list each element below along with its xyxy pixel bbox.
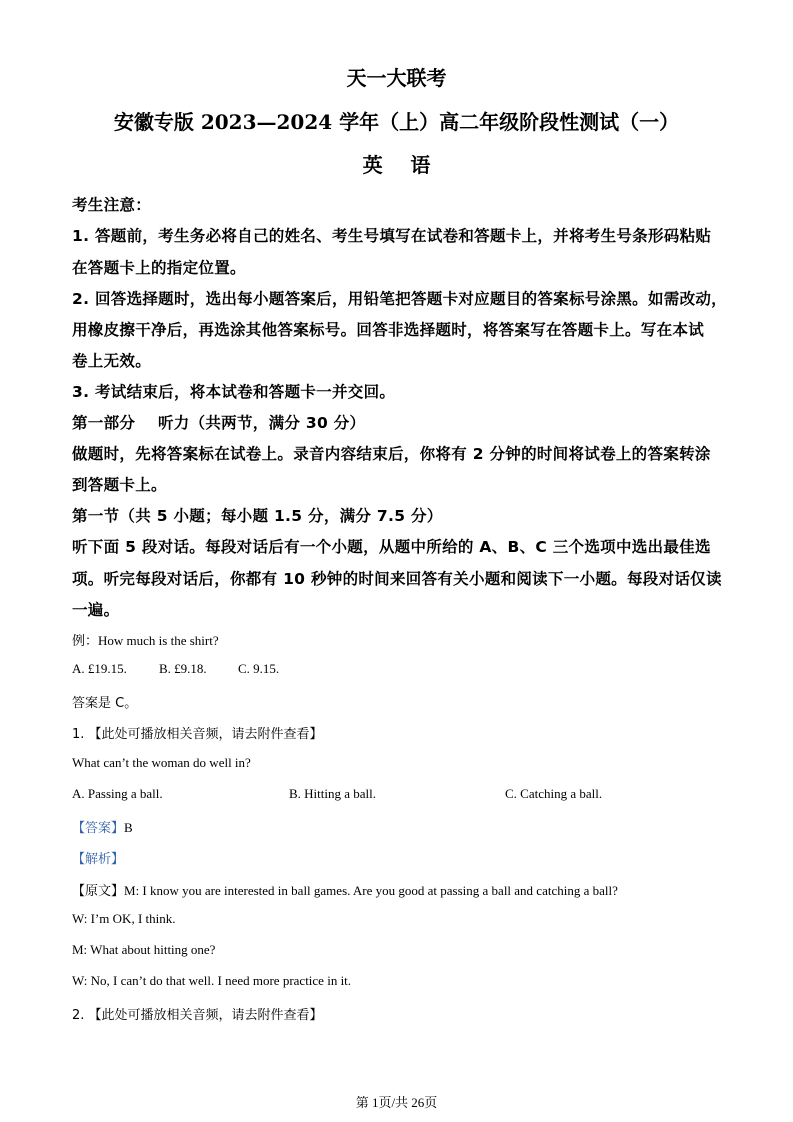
section1-instructions-line-3: 一遍。 [72, 601, 120, 619]
notice-item-2-line-2: 用橡皮擦干净后，再选涂其他答案标号。回答非选择题时，将答案写在答题卡上。写在本试 [72, 321, 705, 339]
example-options [72, 661, 732, 679]
subject-title: 英 语 [362, 153, 431, 177]
transcript-line-2: W: I’m OK, I think. [72, 911, 176, 926]
notice-item-1-line-1: 1. 答题前，考生务必将自己的姓名、考生号填写在试卷和答题卡上，并将考生号条形码粘贴 [72, 227, 712, 245]
notice-heading: 考生注意： [72, 196, 152, 214]
q2-audio-note: 2. 【此处可播放相关音频，请去附件查看】 [72, 1008, 323, 1023]
part1-intro-line-2: 到答题卡上。 [72, 476, 167, 494]
q1-option-c: C. Catching a ball. [505, 786, 603, 801]
page-title: 天一大联考 [346, 66, 447, 90]
q1-option-b: B. Hitting a ball. [289, 786, 377, 801]
example-option-a: A. £19.15. [72, 661, 127, 676]
q1-answer [72, 817, 133, 836]
section1-heading: 第一节（共 5 小题；每小题 1.5 分，满分 7.5 分） [72, 507, 443, 525]
page-footer: 第 1页/共 26页 [355, 1095, 438, 1110]
example-answer: 答案是 C。 [72, 696, 138, 711]
transcript-line-1 [72, 880, 618, 899]
q1-options [72, 786, 732, 804]
example-question: 例：How much is the shirt? [72, 633, 219, 648]
notice-item-3: 3. 考试结束后，将本试卷和答题卡一并交回。 [72, 383, 396, 401]
part1-intro-line-1: 做题时，先将答案标在试卷上。录音内容结束后，你将有 2 分钟的时间将试卷上的答案转涂 [72, 445, 711, 463]
exam-title: 安徽专版 2023—2024 学年（上）高二年级阶段性测试（一） [113, 110, 680, 134]
notice-item-1-line-2: 在答题卡上的指定位置。 [72, 259, 246, 277]
q1-audio-note: 1. 【此处可播放相关音频，请去附件查看】 [72, 727, 323, 742]
example-option-b: B. £9.18. [159, 661, 207, 676]
transcript-line-3: M: What about hitting one? [72, 942, 216, 957]
section1-instructions-line-2: 项。听完每段对话后，你都有 10 秒钟的时间来回答有关小题和阅读下一小题。每段对话仅读 [72, 570, 722, 588]
part1-heading: 第一部分 听力（共两节，满分 30 分） [72, 414, 366, 432]
answer-value: B [124, 820, 133, 835]
q1-question: What can’t the woman do well in? [72, 755, 251, 770]
transcript-line-4: W: No, I can’t do that well. I need more practice in it. [72, 973, 352, 988]
example-option-c: C. 9.15. [238, 661, 280, 676]
notice-item-2-line-3: 卷上无效。 [72, 352, 152, 370]
notice-item-2-line-1: 2. 回答选择题时，选出每小题答案后，用铅笔把答题卡对应题目的答案标号涂黑。如需改动， [72, 290, 727, 308]
transcript-label: 【原文】 [72, 884, 125, 899]
section1-instructions-line-1: 听下面 5 段对话。每段对话后有一个小题，从题中所给的 A、B、C 三个选项中选出最佳选 [72, 538, 711, 556]
q1-option-a: A. Passing a ball. [72, 786, 163, 801]
answer-label: 【答案】 [72, 821, 125, 836]
transcript-text: M: I know you are interested in ball games. Are you good at passing a ball and catching a ball? [124, 883, 618, 898]
analysis-label: 【解析】 [72, 852, 125, 867]
